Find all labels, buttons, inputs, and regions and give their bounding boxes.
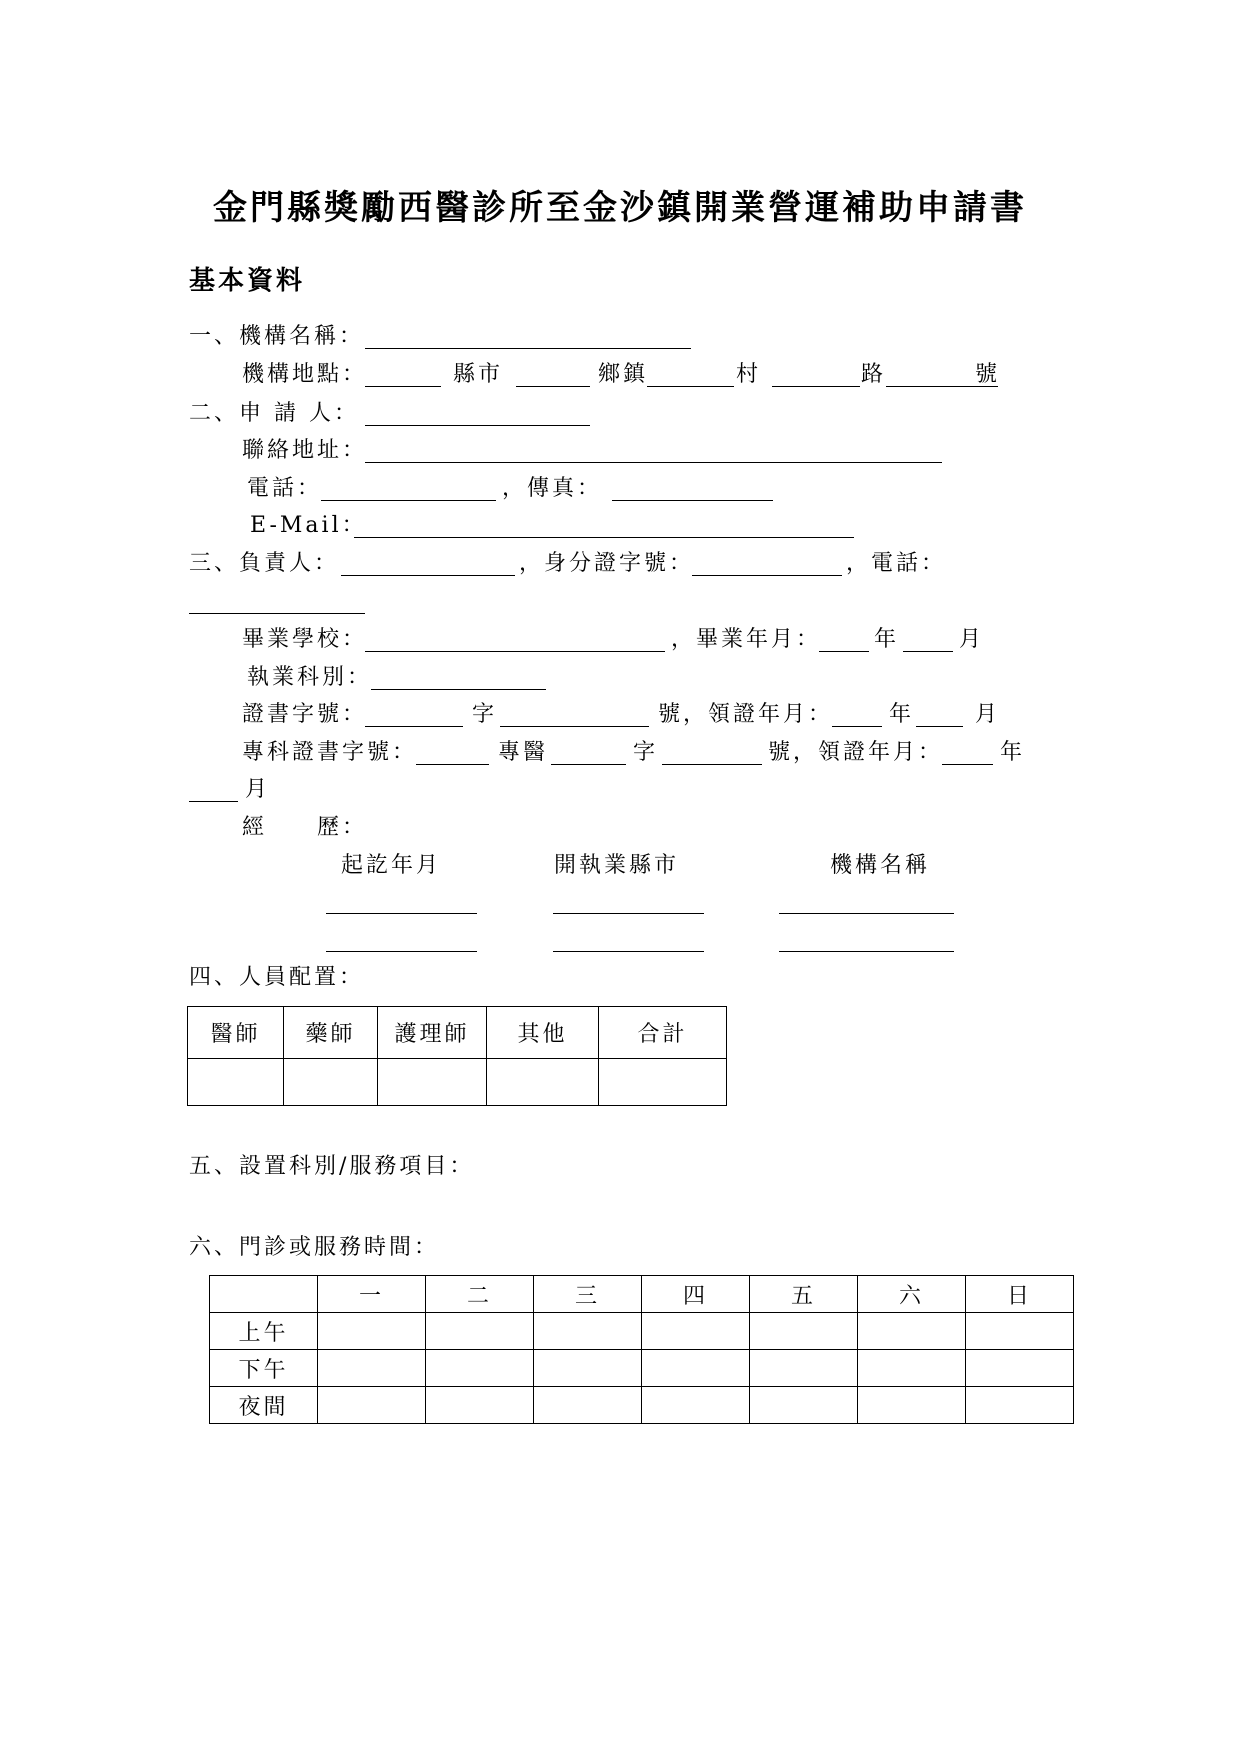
form-title: 金門縣獎勵西醫診所至金沙鎮開業營運補助申請書 <box>213 188 1027 228</box>
day-header: 一 <box>318 1276 426 1313</box>
staff-header-total: 合計 <box>599 1007 727 1059</box>
schedule-cell <box>642 1387 750 1424</box>
practice-specialty-label: 執業科別： <box>247 665 373 690</box>
staff-nurse-cell <box>378 1059 487 1106</box>
schedule-cell <box>426 1350 534 1387</box>
table-row <box>210 1313 1074 1350</box>
schedule-cell <box>426 1387 534 1424</box>
day-header: 四 <box>642 1276 750 1313</box>
specialist-issue-month-blank <box>189 801 238 802</box>
schedule-cell <box>858 1350 966 1387</box>
specialist-prefix-blank <box>416 764 489 765</box>
staff-header-pharmacist: 藥師 <box>284 1007 378 1059</box>
applicant-phone-blank <box>321 500 496 501</box>
month-label: 月 <box>975 702 1001 727</box>
number-label: 號 <box>975 362 1001 387</box>
schedule-cell <box>966 1313 1074 1350</box>
certificate-issue-month-blank <box>916 726 963 727</box>
institution-name-blank <box>365 348 691 349</box>
school-label: 畢業學校： <box>242 627 368 652</box>
email-label: E-Mail： <box>250 513 367 538</box>
institution-location-label: 機構地點： <box>242 362 368 387</box>
certificate-number-label: 證書字號： <box>242 702 368 727</box>
specialist-doctor-label: 專醫 <box>498 740 549 765</box>
experience-county-blank <box>553 913 704 914</box>
county-blank <box>365 386 441 387</box>
schedule-cell <box>318 1350 426 1387</box>
schedule-corner-cell <box>210 1276 318 1313</box>
schedule-cell <box>750 1350 858 1387</box>
schedule-cell <box>750 1387 858 1424</box>
responsible-person-blank <box>341 575 515 576</box>
schedule-cell <box>426 1313 534 1350</box>
section-heading: 基本資料 <box>189 266 306 296</box>
certificate-number-blank <box>500 726 649 727</box>
specialist-number-blank <box>662 764 762 765</box>
schedule-cell <box>318 1387 426 1424</box>
certificate-char-label: 字 <box>472 702 498 727</box>
schedule-cell <box>858 1313 966 1350</box>
clinic-hours-table <box>209 1275 1074 1424</box>
village-blank <box>647 386 734 387</box>
departments-label: 五、設置科別/服務項目： <box>189 1154 475 1179</box>
township-blank <box>516 386 590 387</box>
responsible-person-label: 三、負責人： <box>189 551 340 576</box>
year-label: 年 <box>874 627 900 652</box>
year-label: 年 <box>889 702 915 727</box>
staff-pharmacist-cell <box>284 1059 378 1106</box>
institution-name-label: 一、機構名稱： <box>189 324 365 349</box>
schedule-cell <box>318 1313 426 1350</box>
staffing-table <box>187 1006 727 1106</box>
table-header-row <box>188 1007 727 1059</box>
school-blank <box>365 651 665 652</box>
fax-label: ，傳真： <box>502 476 603 501</box>
table-row <box>210 1387 1074 1424</box>
responsible-phone-label: ，電話： <box>846 551 947 576</box>
schedule-cell <box>534 1313 642 1350</box>
specialist-issue-year-blank <box>942 764 993 765</box>
period-header: 上午 <box>210 1313 318 1350</box>
staff-total-cell <box>599 1059 727 1106</box>
certificate-issue-date-label: 號，領證年月： <box>658 702 834 727</box>
clinic-hours-label: 六、門診或服務時間： <box>189 1235 440 1260</box>
id-number-blank <box>692 575 842 576</box>
schedule-cell <box>534 1387 642 1424</box>
contact-address-label: 聯絡地址： <box>242 438 368 463</box>
experience-institution-blank <box>779 951 954 952</box>
applicant-phone-label: 電話： <box>247 476 323 501</box>
experience-period-blank <box>326 951 477 952</box>
table-row <box>210 1350 1074 1387</box>
staff-header-nurse: 護理師 <box>378 1007 487 1059</box>
applicant-blank <box>365 425 590 426</box>
schedule-cell <box>642 1350 750 1387</box>
graduation-month-blank <box>903 651 953 652</box>
month-label: 月 <box>245 777 271 802</box>
experience-label: 經 歷： <box>242 815 368 840</box>
day-header: 三 <box>534 1276 642 1313</box>
specialist-char-blank <box>551 764 626 765</box>
schedule-cell <box>858 1387 966 1424</box>
day-header: 日 <box>966 1276 1074 1313</box>
experience-period-blank <box>326 913 477 914</box>
schedule-cell <box>534 1350 642 1387</box>
table-row <box>188 1059 727 1106</box>
experience-period-heading: 起訖年月 <box>341 853 442 878</box>
experience-county-heading: 開執業縣市 <box>554 853 680 878</box>
id-number-label: ，身分證字號： <box>519 551 695 576</box>
graduation-year-blank <box>819 651 869 652</box>
day-header: 六 <box>858 1276 966 1313</box>
staff-header-other: 其他 <box>487 1007 599 1059</box>
experience-county-blank <box>553 951 704 952</box>
staff-header-doctor: 醫師 <box>188 1007 284 1059</box>
day-header: 二 <box>426 1276 534 1313</box>
experience-institution-heading: 機構名稱 <box>830 853 931 878</box>
schedule-cell <box>966 1350 1074 1387</box>
period-header: 夜間 <box>210 1387 318 1424</box>
responsible-phone-blank <box>189 613 365 614</box>
period-header: 下午 <box>210 1350 318 1387</box>
fax-blank <box>612 500 773 501</box>
township-label: 鄉鎮 <box>598 362 649 387</box>
specialist-certificate-label: 專科證書字號： <box>242 740 418 765</box>
day-header: 五 <box>750 1276 858 1313</box>
staffing-label: 四、人員配置： <box>189 965 365 990</box>
schedule-cell <box>966 1387 1074 1424</box>
month-label: 月 <box>959 627 985 652</box>
certificate-issue-year-blank <box>832 726 882 727</box>
county-label: 縣市 <box>453 362 504 387</box>
experience-institution-blank <box>779 913 954 914</box>
specialist-char-label: 字 <box>633 740 659 765</box>
graduation-date-label: ，畢業年月： <box>671 627 822 652</box>
village-label: 村 <box>736 362 762 387</box>
road-blank <box>772 386 860 387</box>
contact-address-blank <box>365 462 942 463</box>
schedule-cell <box>750 1313 858 1350</box>
schedule-cell <box>642 1313 750 1350</box>
certificate-prefix-blank <box>365 726 463 727</box>
road-label: 路 <box>861 362 887 387</box>
staff-other-cell <box>487 1059 599 1106</box>
practice-specialty-blank <box>371 689 546 690</box>
year-label: 年 <box>1000 740 1026 765</box>
staff-doctor-cell <box>188 1059 284 1106</box>
specialist-issue-date-label: 號，領證年月： <box>768 740 944 765</box>
applicant-label: 二、申 請 人： <box>189 401 359 426</box>
table-header-row <box>210 1276 1074 1313</box>
email-blank <box>354 537 854 538</box>
